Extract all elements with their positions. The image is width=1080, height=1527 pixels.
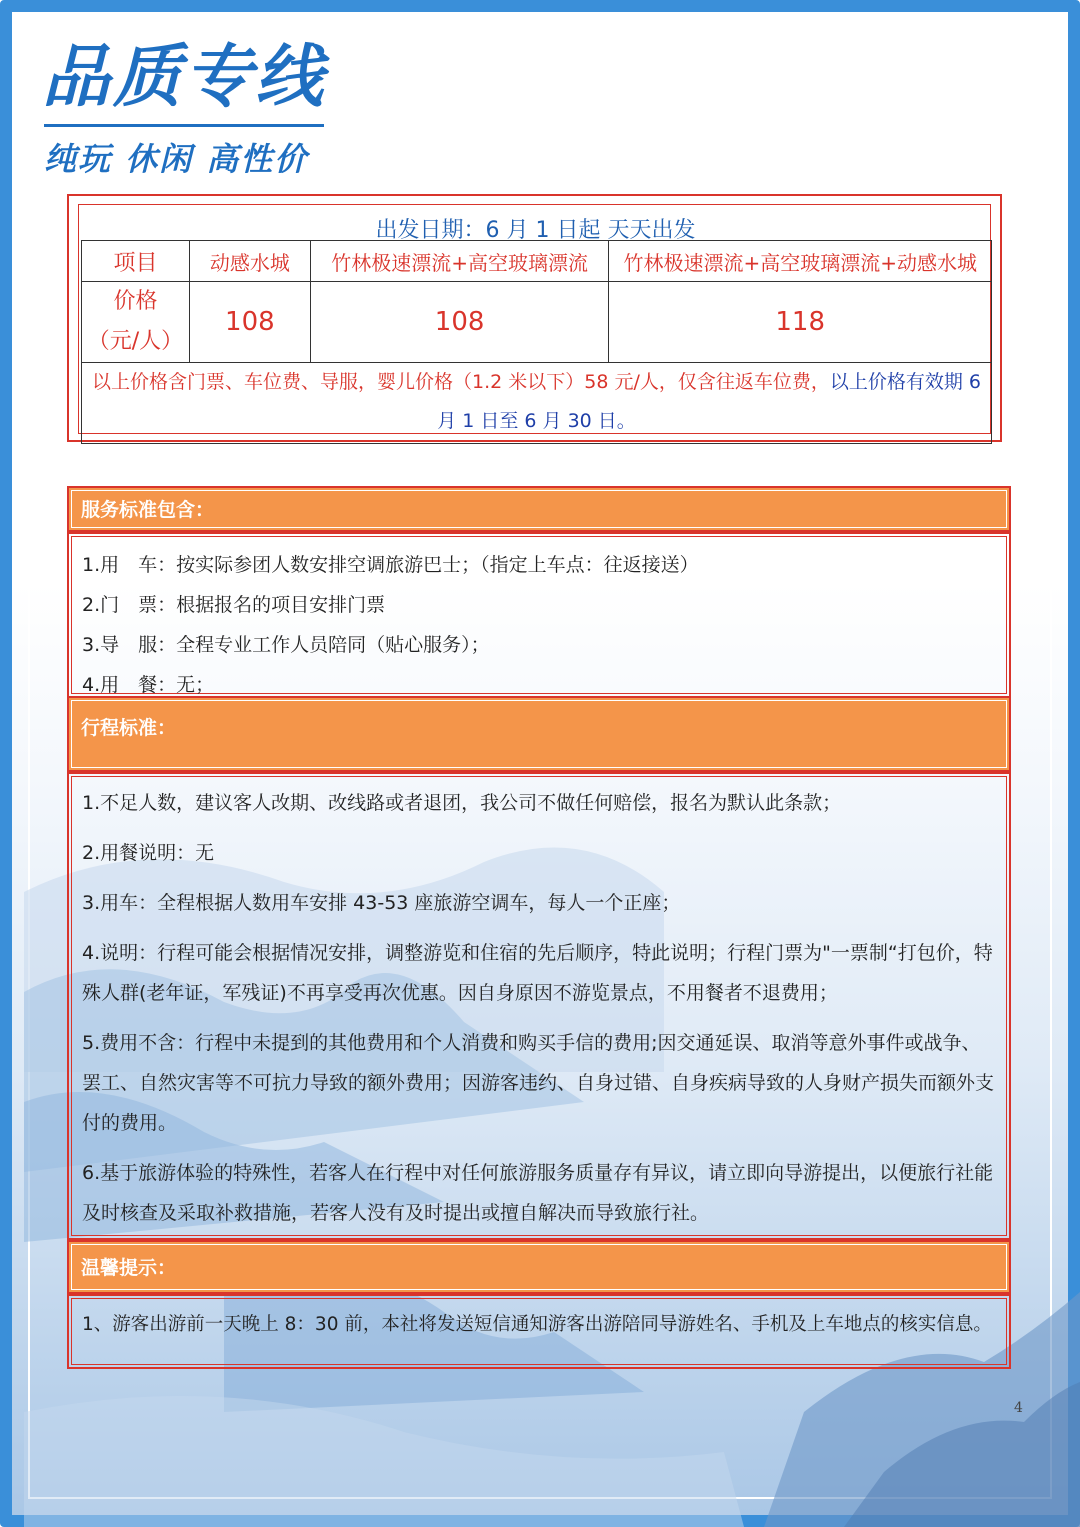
trip-item: 1.不足人数，建议客人改期、改线路或者退团，我公司不做任何赔偿，报名为默认此条款； (82, 792, 842, 814)
price-note-row (82, 363, 992, 444)
service-item (82, 585, 1006, 625)
trip-section-body (67, 772, 1011, 1240)
trip-item: 3.用车：全程根据人数用车安排 43-53 座旅游空调车，每人一个正座； (82, 892, 681, 914)
price-table-inner (78, 204, 991, 434)
service-section-header (67, 486, 1011, 532)
service-item-text: 按实际参团人数安排空调旅游巴士；（指定上车点：往返接送） (176, 554, 699, 576)
price-header-row (82, 241, 992, 282)
price-table (81, 240, 992, 444)
header-rafting-water-city: 竹林极速漂流+高空玻璃漂流+动感水城 (609, 241, 992, 282)
trip-section-header (67, 696, 1011, 772)
price-label-line1: 价格 (113, 289, 158, 314)
tips-heading: 温馨提示： (71, 1244, 1007, 1290)
price-note (82, 363, 992, 444)
price-rafting-water-city: 118 (609, 282, 992, 363)
service-item-text: 全程专业工作人员陪同（贴心服务）； (176, 634, 490, 656)
price-label (82, 282, 190, 363)
page-number: 4 (1014, 1400, 1023, 1416)
trip-item: 6.基于旅游体验的特殊性，若客人在行程中对任何旅游服务质量存有异议，请立即向导游提出，以便旅行社能及时核查及采取补救措施，若客人没有及时提出或擅自解决而导致旅行社。 (82, 1162, 994, 1224)
service-heading: 服务标准包含： (71, 490, 1007, 528)
service-item (82, 545, 1006, 585)
header-water-city: 动感水城 (189, 241, 310, 282)
service-item-label: 1.用 车： (82, 554, 177, 576)
brand-title-rule (44, 124, 324, 127)
price-label-line2: （元/人） (87, 329, 184, 354)
price-note-red: 以上价格含门票、车位费、导服，婴儿价格（1.2 米以下）58 元/人，仅含往返车位费， (91, 371, 830, 393)
tips-list (71, 1298, 1007, 1365)
service-item-text: 根据报名的项目安排门票 (176, 594, 386, 616)
price-value-row (82, 282, 992, 363)
tips-section-header (67, 1240, 1011, 1294)
service-item-label: 2.门 票： (82, 594, 177, 616)
brand-title: 品质专线 (42, 38, 327, 117)
service-item-label: 4.用 餐： (82, 674, 177, 696)
trip-list (71, 776, 1007, 1236)
service-list (71, 536, 1007, 694)
service-item-label: 3.导 服： (82, 634, 177, 656)
tips-item: 1、游客出游前一天晚上 8：30 前，本社将发送短信通知游客出游陪同导游姓名、手机及上车地点的核实信息。 (82, 1314, 992, 1335)
price-table-box (67, 194, 1002, 442)
trip-item: 4.说明：行程可能会根据情况安排，调整游览和住宿的先后顺序，特此说明；行程门票为"一票制“打包价，特殊人群(老年证，军残证)不再享受再次优惠。因自身原因不游览景点，不用餐者不退费用； (82, 942, 993, 1004)
trip-item: 5.费用不含：行程中未提到的其他费用和个人消费和购买手信的费用;因交通延误、取消等意外事件或战争、罢工、自然灾害等不可抗力导致的额外费用；因游客违约、自身过错、自身疾病导致的人身财产损失而额外支付的费用。 (82, 1032, 995, 1134)
service-section-body (67, 532, 1011, 698)
trip-heading: 行程标准： (71, 700, 1007, 768)
service-item (82, 625, 1006, 665)
trip-item: 2.用餐说明：无 (82, 842, 215, 864)
departure-date: 出发日期：6 月 1 日起 天天出发 (375, 218, 696, 243)
header-rafting: 竹林极速漂流+高空玻璃漂流 (310, 241, 609, 282)
header-item: 项目 (82, 241, 190, 282)
tips-section-body (67, 1294, 1011, 1369)
price-rafting: 108 (310, 282, 609, 363)
brand-subtitle: 纯玩 休闲 高性价 (44, 140, 309, 178)
price-note-validity: 以上价格有效期 6 月 1 日至 6 月 30 日。 (437, 371, 982, 432)
service-item-text: 无； (176, 674, 215, 696)
price-water-city: 108 (189, 282, 310, 363)
